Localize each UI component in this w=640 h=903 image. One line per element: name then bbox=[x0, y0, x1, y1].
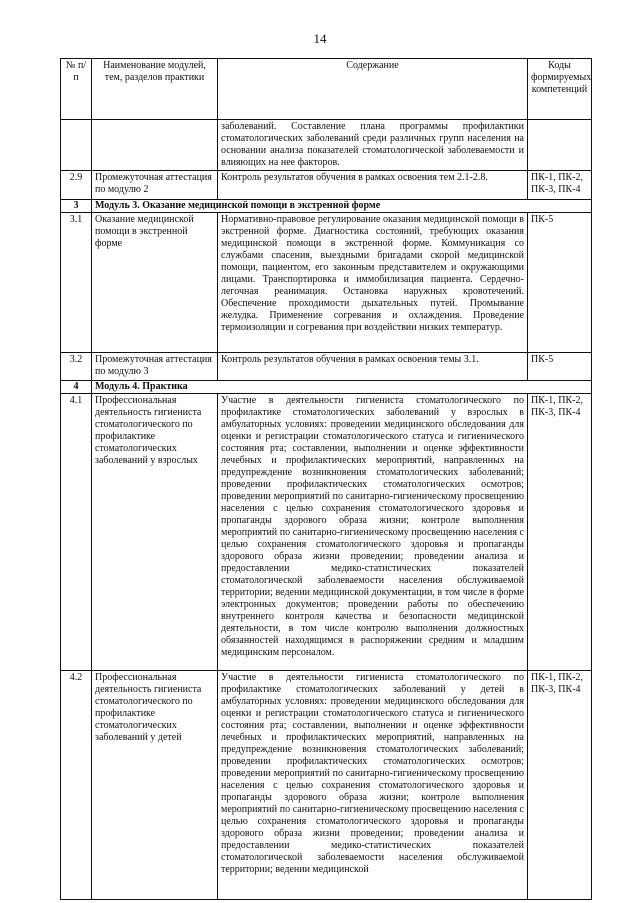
row-codes: ПК-5 bbox=[528, 353, 592, 381]
row-content: Контроль результатов обучения в рамках освоения тем 2.1-2.8. bbox=[218, 171, 528, 200]
table-header-row bbox=[61, 59, 592, 120]
row-codes: ПК-1, ПК-2, ПК-3, ПК-4 bbox=[528, 671, 592, 900]
row-num bbox=[61, 120, 92, 171]
module-num: 3 bbox=[61, 200, 92, 213]
table-row-2-9 bbox=[61, 171, 592, 200]
module-row-3 bbox=[61, 200, 592, 213]
row-name: Промежуточная аттестация по модулю 2 bbox=[92, 171, 218, 200]
row-codes: ПК-5 bbox=[528, 213, 592, 353]
row-name: Промежуточная аттестация по модулю 3 bbox=[92, 353, 218, 381]
row-codes bbox=[528, 120, 592, 171]
table-row-4-2 bbox=[61, 671, 592, 900]
module-num: 4 bbox=[61, 381, 92, 394]
row-name bbox=[92, 120, 218, 171]
row-codes: ПК-1, ПК-2, ПК-3, ПК-4 bbox=[528, 171, 592, 200]
row-codes: ПК-1, ПК-2, ПК-3, ПК-4 bbox=[528, 394, 592, 671]
row-content: Нормативно-правовое регулирование оказания медицинской помощи в экстренной форме. Диагностика состояний, требующих оказания медицинской помощи в экстренной форме. Коммуникация со службами спасения, выездными бригадами скорой медицинской помощи, пациентом, его законным представителем и окружающими лицами. Транспортировка и иммобилизация пациента. Сердечно-легочная реанимация. Остановка наружных кровотечений. Обеспечение проходимости дыхательных путей. Промывание желудка. Применение согревания и охлаждения. Проведение термоизоляции и согревания при воздействии низких температур. bbox=[218, 213, 528, 353]
row-name: Оказание медицинской помощи в экстренной форме bbox=[92, 213, 218, 353]
table-row-3-1 bbox=[61, 213, 592, 353]
row-content: Контроль результатов обучения в рамках освоения темы 3.1. bbox=[218, 353, 528, 381]
table-row-3-2 bbox=[61, 353, 592, 381]
module-title: Модуль 4. Практика bbox=[92, 381, 592, 394]
header-name: Наименование модулей, тем, разделов практики bbox=[92, 59, 218, 120]
row-name: Профессиональная деятельность гигиениста стоматологического по профилактике стоматологических заболеваний у детей bbox=[92, 671, 218, 900]
module-title: Модуль 3. Оказание медицинской помощи в экстренной форме bbox=[92, 200, 592, 213]
header-codes: Коды формируемых компетенций bbox=[528, 59, 592, 120]
row-name: Профессиональная деятельность гигиениста стоматологического по профилактике стоматологических заболеваний у взрослых bbox=[92, 394, 218, 671]
row-num: 3.2 bbox=[61, 353, 92, 381]
row-num: 4.1 bbox=[61, 394, 92, 671]
curriculum-table bbox=[60, 58, 592, 900]
row-content: заболеваний. Составление плана программы профилактики стоматологических заболеваний среди различных групп населения на основании анализа показателей стоматологической заболеваемости и влияющих на нее факторов. bbox=[218, 120, 528, 171]
row-num: 2.9 bbox=[61, 171, 92, 200]
module-row-4 bbox=[61, 381, 592, 394]
page-number: 14 bbox=[313, 31, 327, 46]
row-content: Участие в деятельности гигиениста стоматологического по профилактике стоматологических заболеваний у взрослых в амбулаторных условиях: проведении медицинского обследования для оценки и регистрации стоматологического статуса и гигиенического состояния рта; составлении, выполнении и оценке эффективности лечебных и профилактических мероприятий, направленных на предупреждение возникновения стоматологических заболеваний; проведении профилактических стоматологических осмотров; проведении мероприятий по санитарно-гигиеническому просвещению населения с целью сохранения стоматологического здоровья и пропаганды здорового образа жизни; контроле выполнения мероприятий по санитарно-гигиеническому просвещению населения с целью сохранения стоматологического здоровья и пропаганды здорового образа жизни проведении; проведении анализа и предоставлении медико-статистических показателей стоматологической заболеваемости населения обслуживаемой территории; ведении медицинской документации, в том числе в форме электронных документов; проведении работы по обеспечению внутреннего контроля качества и безопасности медицинской деятельности, в том числе контролю выполнения должностных обязанностей находящимся в распоряжении средним и младшим медицинским персоналом. bbox=[218, 394, 528, 671]
row-num: 4.2 bbox=[61, 671, 92, 900]
row-num: 3.1 bbox=[61, 213, 92, 353]
header-num: № п/п bbox=[61, 59, 92, 120]
table-row-continuation bbox=[61, 120, 592, 171]
header-content: Содержание bbox=[218, 59, 528, 120]
table-row-4-1 bbox=[61, 394, 592, 671]
row-content: Участие в деятельности гигиениста стоматологического по профилактике стоматологических заболеваний у детей в амбулаторных условиях: проведении медицинского обследования для оценки и регистрации стоматологического статуса и гигиенического состояния рта; составлении, выполнении и оценке эффективности лечебных и профилактических мероприятий, направленных на предупреждение возникновения стоматологических заболеваний; проведении профилактических стоматологических осмотров; проведении мероприятий по санитарно-гигиеническому просвещению населения с целью сохранения стоматологического здоровья и пропаганды здорового образа жизни; контроле выполнения мероприятий по санитарно-гигиеническому просвещению населения с целью сохранения стоматологического здоровья и пропаганды здорового образа жизни проведении; проведении анализа и предоставлении медико-статистических показателей стоматологической заболеваемости населения обслуживаемой территории; ведении медицинской bbox=[218, 671, 528, 900]
